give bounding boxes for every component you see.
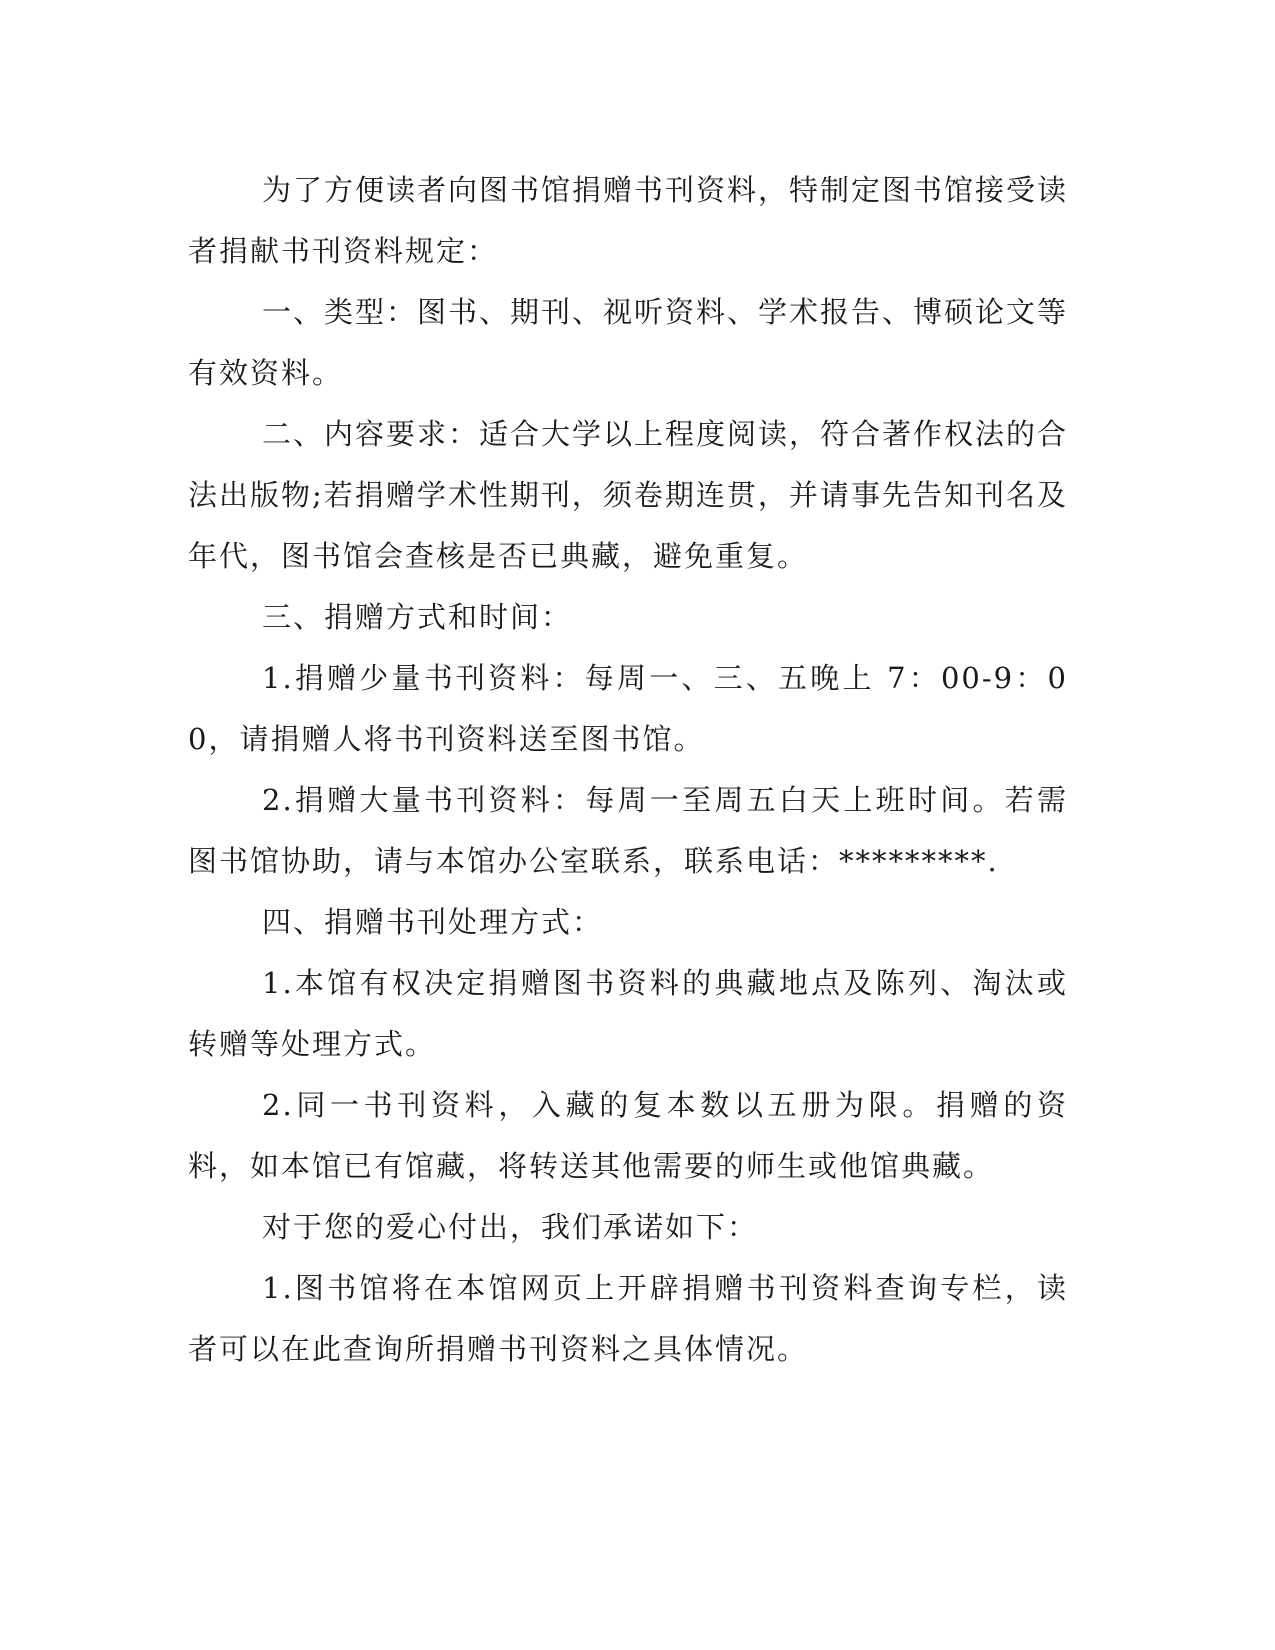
paragraph-copy-limit: 2.同一书刊资料，入藏的复本数以五册为限。捐赠的资料，如本馆已有馆藏，将转送其他需要的师生或他馆典藏。 xyxy=(188,1088,1068,1183)
paragraph-processing-heading: 四、捐赠书刊处理方式： xyxy=(262,905,604,939)
paragraph-content-requirements: 二、内容要求：适合大学以上程度阅读，符合著作权法的合法出版物;若捐赠学术性期刊，须卷期连贯，并请事先告知刊名及年代，图书馆会查核是否已典藏，避免重复。 xyxy=(188,417,1069,573)
paragraph-commitment-webpage: 1.图书馆将在本馆网页上开辟捐赠书刊资料查询专栏，读者可以在此查询所捐赠书刊资料之具体情况。 xyxy=(188,1271,1068,1366)
paragraph-type: 一、类型：图书、期刊、视听资料、学术报告、博硕论文等有效资料。 xyxy=(188,295,1069,390)
paragraph-intro: 为了方便读者向图书馆捐赠书刊资料，特制定图书馆接受读者捐献书刊资料规定： xyxy=(188,173,1069,268)
paragraph-large-donation: 2.捐赠大量书刊资料：每周一至周五白天上班时间。若需图书馆协助，请与本馆办公室联系，联系电话：*********. xyxy=(188,783,1068,878)
document-body xyxy=(188,160,1068,1380)
paragraph-processing-rights: 1.本馆有权决定捐赠图书资料的典藏地点及陈列、淘汰或转赠等处理方式。 xyxy=(188,966,1068,1061)
paragraph-donation-method-heading: 三、捐赠方式和时间： xyxy=(262,600,573,634)
paragraph-commitment-heading: 对于您的爱心付出，我们承诺如下： xyxy=(262,1210,759,1244)
paragraph-small-donation: 1.捐赠少量书刊资料：每周一、三、五晚上 7：00-9：00，请捐赠人将书刊资料送至图书馆。 xyxy=(188,661,1068,756)
